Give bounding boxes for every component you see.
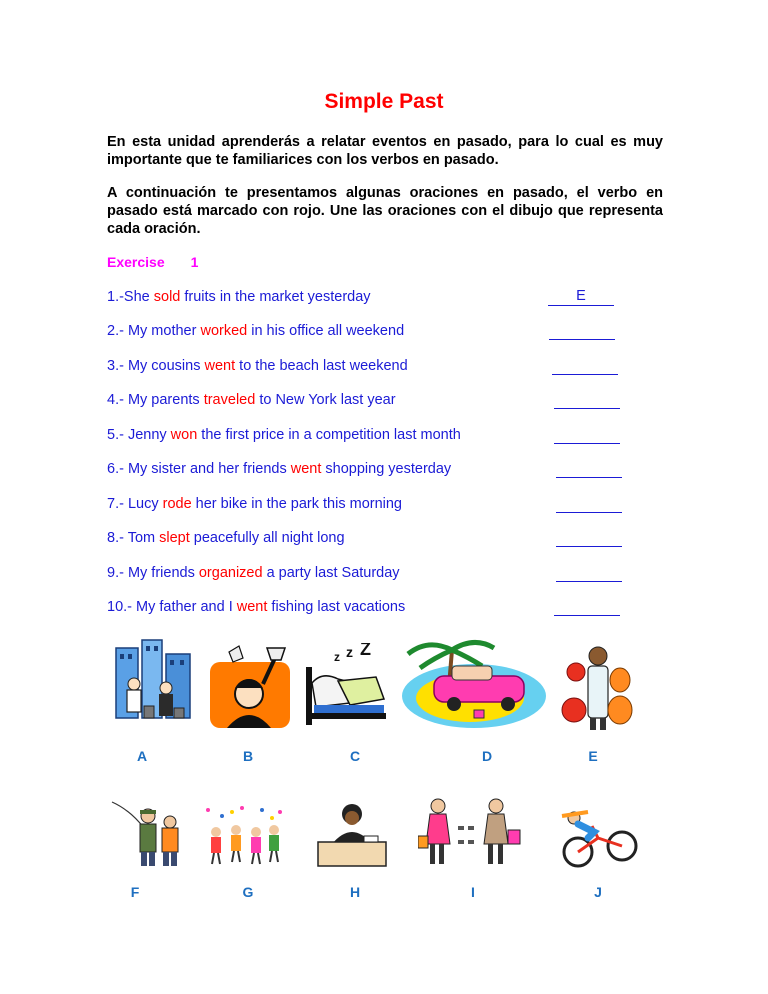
bike-rider-icon (548, 808, 648, 868)
sentence-text: fruits in the market yesterday (180, 289, 371, 305)
sentence-1 (107, 289, 371, 305)
fishing-men-icon (110, 800, 190, 868)
sentence-text: to the beach last weekend (235, 358, 408, 374)
sentence-text: 5.- Jenny (107, 427, 171, 443)
sentence-text: to New York last year (255, 392, 396, 408)
sentence-text: her bike in the park this morning (191, 496, 402, 512)
svg-text:z: z (346, 644, 353, 660)
svg-text:Z: Z (360, 643, 371, 659)
sentence-6 (107, 461, 451, 477)
picture-letter-d: D (481, 748, 493, 764)
shopping-women-icon (418, 796, 522, 868)
picture-letter-i: I (471, 884, 475, 900)
sentence-text: 7.- Lucy (107, 496, 163, 512)
sentence-text: 1.-She (107, 289, 154, 305)
sentence-text: 8.- Tom (107, 530, 160, 546)
exercise-label: Exercise (107, 254, 165, 270)
sentence-4 (107, 392, 396, 408)
sentence-3 (107, 358, 408, 374)
sentence-text: fishing last vacations (267, 599, 406, 615)
picture-letter-e: E (588, 748, 598, 764)
sentence-text: a party last Saturday (262, 565, 400, 581)
answer-blank-5[interactable] (554, 425, 620, 444)
past-verb: worked (200, 323, 248, 339)
sentence-text: peacefully all night long (189, 530, 345, 546)
svg-text:z: z (334, 650, 340, 664)
picture-letter-h: H (349, 884, 361, 900)
exercise-heading (107, 254, 198, 270)
sentence-text: 10.- My father and I (107, 599, 237, 615)
past-verb: organized (198, 565, 263, 581)
picture-letter-c: C (349, 748, 361, 764)
picture-letter-a: A (136, 748, 148, 764)
answer-blank-4[interactable] (554, 390, 620, 409)
page-title: Simple Past (324, 90, 444, 113)
past-verb: rode (162, 496, 192, 512)
sentence-7 (107, 496, 402, 512)
picture-letter-b: B (242, 748, 254, 764)
sentence-10 (107, 599, 405, 615)
answer-blank-9[interactable] (556, 563, 622, 582)
sentence-8 (107, 530, 345, 546)
picture-letter-g: G (242, 884, 254, 900)
city-travelers-icon (108, 636, 198, 726)
past-verb: traveled (203, 392, 256, 408)
answer-blank-1[interactable]: E (548, 287, 614, 306)
answer-blank-8[interactable] (556, 528, 622, 547)
sentence-text: 6.- My sister and her friends (107, 461, 291, 477)
sentence-text: shopping yesterday (321, 461, 452, 477)
winner-trophy-icon (209, 644, 291, 730)
answer-blank-10[interactable] (554, 597, 620, 616)
answer-blank-2[interactable] (549, 321, 615, 340)
sentence-5 (107, 427, 461, 443)
fruit-seller-icon (560, 640, 636, 732)
party-kids-icon (202, 804, 288, 868)
office-worker-icon (314, 800, 390, 868)
sentence-text: 9.- My friends (107, 565, 199, 581)
sentence-text: 4.- My parents (107, 392, 204, 408)
answer-blank-7[interactable] (556, 494, 622, 513)
past-verb: slept (159, 530, 190, 546)
sentence-text: 3.- My cousins (107, 358, 205, 374)
past-verb: won (170, 427, 198, 443)
exercise-number: 1 (190, 254, 199, 270)
past-verb: went (290, 461, 322, 477)
sentence-text: in his office all weekend (247, 323, 405, 339)
intro-paragraph-2: A continuación te presentamos algunas oraciones en pasado, el verbo en pasado está marcado con rojo. Une las oraciones con el dibujo que representa cada oración. (107, 185, 663, 237)
answer-blank-3[interactable] (552, 356, 618, 375)
sleeping-bed-icon (302, 643, 392, 727)
sentence-9 (107, 565, 400, 581)
sentence-text: the first price in a competition last month (197, 427, 461, 443)
past-verb: went (204, 358, 236, 374)
picture-letter-j: J (594, 884, 602, 900)
answer-blank-6[interactable] (556, 459, 622, 478)
picture-letter-f: F (130, 884, 140, 900)
past-verb: sold (153, 289, 181, 305)
past-verb: went (236, 599, 268, 615)
beach-car-icon (398, 636, 548, 730)
sentence-2 (107, 323, 404, 339)
intro-paragraph-1: En esta unidad aprenderás a relatar eventos en pasado, para lo cual es muy importante que te familiarices con los verbos en pasado. (107, 134, 663, 168)
sentence-text: 2.- My mother (107, 323, 201, 339)
